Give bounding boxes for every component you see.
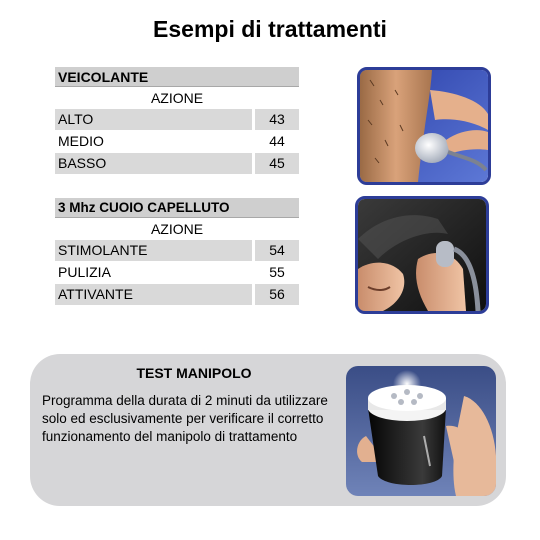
row-name: PULIZIA: [58, 264, 111, 280]
test-manipolo-panel: [30, 354, 506, 506]
table-action-label: AZIONE: [150, 90, 204, 106]
row-name: STIMOLANTE: [55, 240, 252, 261]
row-value: 56: [255, 284, 299, 305]
row-value: 54: [255, 240, 299, 261]
handpiece-photo: [346, 366, 496, 496]
page-title: Esempi di trattamenti: [153, 16, 387, 42]
panel-title: TEST MANIPOLO: [136, 365, 252, 381]
row-value: 55: [269, 264, 285, 280]
description-line: solo ed esclusivamente per verificare il corretto: [42, 411, 324, 426]
table-action-label: AZIONE: [150, 221, 204, 237]
row-name: BASSO: [55, 153, 252, 174]
table-header: VEICOLANTE: [55, 67, 299, 87]
row-name: MEDIO: [58, 133, 104, 149]
leg-treatment-photo: [357, 67, 491, 185]
row-value: 43: [255, 109, 299, 130]
treatment-table-cuoio-capelluto: [55, 198, 299, 306]
table-row: [55, 240, 299, 261]
row-name: ALTO: [55, 109, 252, 130]
table-row: [55, 284, 299, 305]
panel-description: [42, 392, 352, 446]
description-line: Programma della durata di 2 minuti da utilizzare: [42, 393, 328, 408]
table-row: [55, 109, 299, 130]
table-row: [55, 262, 299, 283]
table-row: [55, 131, 299, 152]
row-value: 44: [269, 133, 285, 149]
description-line: funzionamento del manipolo di trattamento: [42, 429, 298, 444]
scalp-treatment-photo: [355, 196, 489, 314]
table-row: [55, 153, 299, 174]
row-value: 45: [255, 153, 299, 174]
table-header: 3 Mhz CUOIO CAPELLUTO: [55, 198, 299, 218]
row-name: ATTIVANTE: [55, 284, 252, 305]
treatment-table-veicolante: [55, 67, 299, 175]
